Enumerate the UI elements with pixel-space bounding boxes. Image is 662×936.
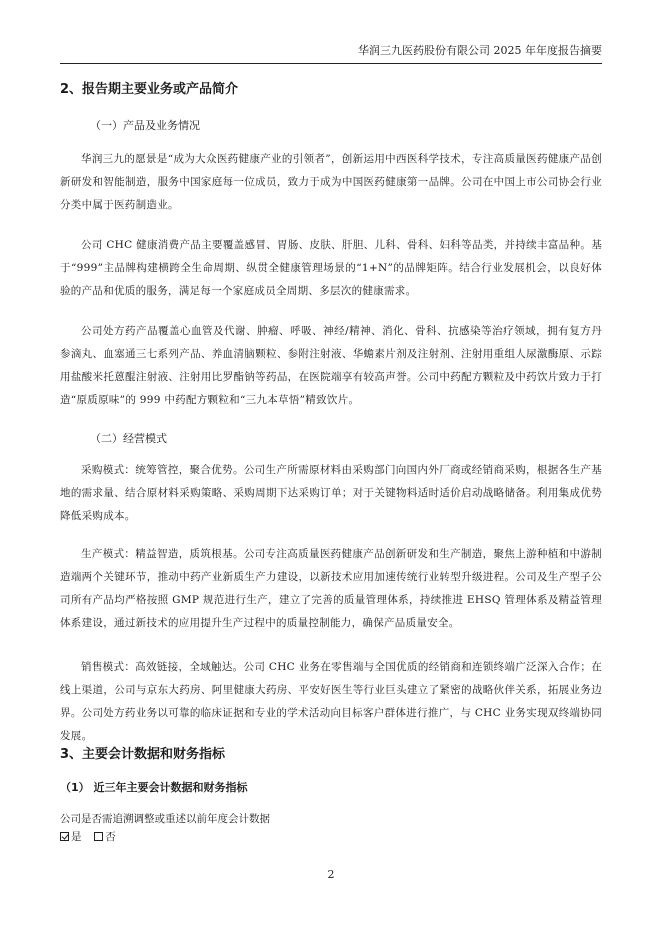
page-number: 2 — [327, 868, 335, 881]
paragraph-chc-products: 公司 CHC 健康消费产品主要覆盖感冒、胃肠、皮肤、肝胆、儿科、骨科、妇科等品类，并持续丰富品种。基于“999”主品牌构建横跨全生命周期、纵贯全健康管理场景的“1+N”的品牌矩阵。结合行业发展机会，以良好体验的产品和优质的服务，满足每一个家庭成员全周期、多层次的健康需求。 — [60, 239, 602, 297]
subsection-products-heading: （一）产品及业务情况 — [90, 119, 200, 132]
subsection-financial-heading: （1） 近三年主要会计数据和财务指标 — [60, 781, 248, 794]
paragraph-vision: 华润三九的愿景是“成为大众医药健康产业的引领者”，创新运用中西医科学技术，专注高质量医药健康产品创新研发和智能制造，服务中国家庭每一位成员，致力于成为中国医药健康第一品牌。公司在中国上市公司协会行业分类中属于医药制造业。 — [60, 153, 602, 211]
paragraph-prescription-products: 公司处方药产品覆盖心血管及代谢、肿瘤、呼吸、神经/精神、消化、骨科、抗感染等治疗领域，拥有复方丹参滴丸、血塞通三七系列产品、养血清脑颗粒、参附注射液、华蟾素片剂及注射剂、注射用重组人尿激酶原、示踪用盐酸米托蒽醌注射液、注射用比罗酯钠等药品，在医院端享有较高声誉。公司中药配方颗粒及中药饮片致力于打造“原质原味”的 999 中药配方颗粒和“三九本草悟”精致饮片。 — [60, 325, 602, 406]
section-2-heading: 2、报告期主要业务或产品简介 — [60, 82, 239, 97]
section-3-heading: 3、主要会计数据和财务指标 — [60, 747, 226, 762]
paragraph-sales: 销售模式：高效链接，全域触达。公司 CHC 业务在零售端与全国优质的经销商和连锁终端广泛深入合作；在线上渠道，公司与京东大药房、阿里健康大药房、平安好医生等行业巨头建立了紧密的战略伙伴关系，拓展业务边界。公司处方药业务以可靠的临床证据和专业的学术活动向目标客户群体进行推广，与 CHC 业务实现双终端协同发展。 — [60, 661, 602, 742]
option-yes-label: 是 — [71, 831, 82, 843]
subsection-business-model-heading: （二）经营模式 — [90, 432, 167, 445]
page-header: 华润三九医药股份有限公司 2025 年年度报告摘要 — [60, 44, 602, 64]
paragraph-procurement: 采购模式：统筹管控，聚合优势。公司生产所需原材料由采购部门向国内外厂商或经销商采购，根据各生产基地的需求量、结合原材料采购策略、采购周期下达采购订单；对于关键物料适时适价启动战略储备。利用集成优势降低采购成本。 — [60, 464, 602, 522]
restatement-question: 公司是否需追溯调整或重述以前年度会计数据 — [60, 813, 270, 825]
paragraph-production: 生产模式：精益智造，质筑根基。公司专注高质量医药健康产品创新研发和生产制造，聚焦上游种植和中游制造端两个关键环节，推动中药产业新质生产力建设，以新技术应用加速传统行业转型升级进程。公司及生产型子公司所有产品均严格按照 GMP 规范进行生产，建立了完善的质量管理体系，持续推进 EHSQ 管理体系及精益管理体系建设，通过新技术的应用提升生产过程中的质量控制能力，确保产品质量安全。 — [60, 548, 602, 629]
option-no-label: 否 — [105, 831, 116, 843]
checked-box-icon — [60, 832, 69, 841]
unchecked-box-icon — [94, 832, 103, 841]
restatement-options — [60, 830, 116, 844]
